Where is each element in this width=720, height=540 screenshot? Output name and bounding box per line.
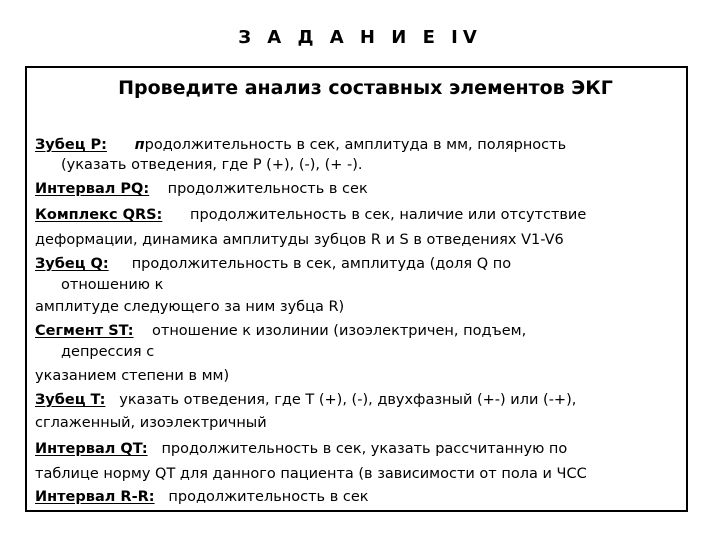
item-p-wave (35, 134, 566, 156)
item-q-wave (35, 253, 511, 275)
item-st-segment-cont: указанием степени в мм) (35, 368, 230, 384)
task-heading: Проведите анализ составных элементов ЭКГ (118, 77, 613, 99)
item-term: Интервал R-R: (35, 489, 155, 505)
item-lead-letter: п (134, 137, 145, 153)
item-text: родолжительность в сек, амплитуда в мм, полярность (144, 137, 567, 153)
item-st-segment-cont: депрессия с (61, 344, 155, 360)
item-term: Зубец Q: (35, 256, 109, 272)
item-text: продолжительность в сек, указать рассчитанную по (161, 441, 568, 457)
task-box (25, 66, 688, 512)
item-t-wave (35, 389, 576, 411)
item-text: указать отведения, где T (+), (-), двухфазный (+-) или (-+), (119, 392, 577, 408)
item-qrs-complex (35, 204, 586, 226)
item-term: Сегмент ST: (35, 323, 134, 339)
item-term: Интервал PQ: (35, 181, 150, 197)
slide-title: З А Д А Н И Е IV (238, 27, 482, 48)
item-q-wave-cont: отношению к (61, 277, 164, 293)
item-text: продолжительность в сек, наличие или отсутствие (190, 207, 587, 223)
item-text: отношение к изолинии (изоэлектричен, подъем, (152, 323, 527, 339)
item-term: Зубец P: (35, 137, 107, 153)
item-rr-interval (35, 486, 369, 508)
item-st-segment (35, 320, 526, 342)
item-term: Комплекс QRS: (35, 207, 163, 223)
item-qrs-complex-cont: деформации, динамика амплитуды зубцов R и S в отведениях V1-V6 (35, 232, 564, 248)
item-text: продолжительность в сек (167, 181, 368, 197)
item-qt-interval (35, 438, 567, 460)
item-t-wave-cont: сглаженный, изоэлектричный (35, 415, 267, 431)
item-term: Зубец T: (35, 392, 106, 408)
item-term: Интервал QT: (35, 441, 148, 457)
item-qt-interval-cont: таблице норму QT для данного пациента (в зависимости от пола и ЧСС (35, 466, 587, 482)
item-p-wave-cont: (указать отведения, где P (+), (-), (+ -). (61, 157, 363, 173)
item-q-wave-cont: амплитуде следующего за ним зубца R) (35, 299, 345, 315)
item-text: продолжительность в сек (168, 489, 369, 505)
item-pq-interval (35, 178, 368, 200)
item-text: продолжительность в сек, амплитуда (доля Q по (131, 256, 512, 272)
